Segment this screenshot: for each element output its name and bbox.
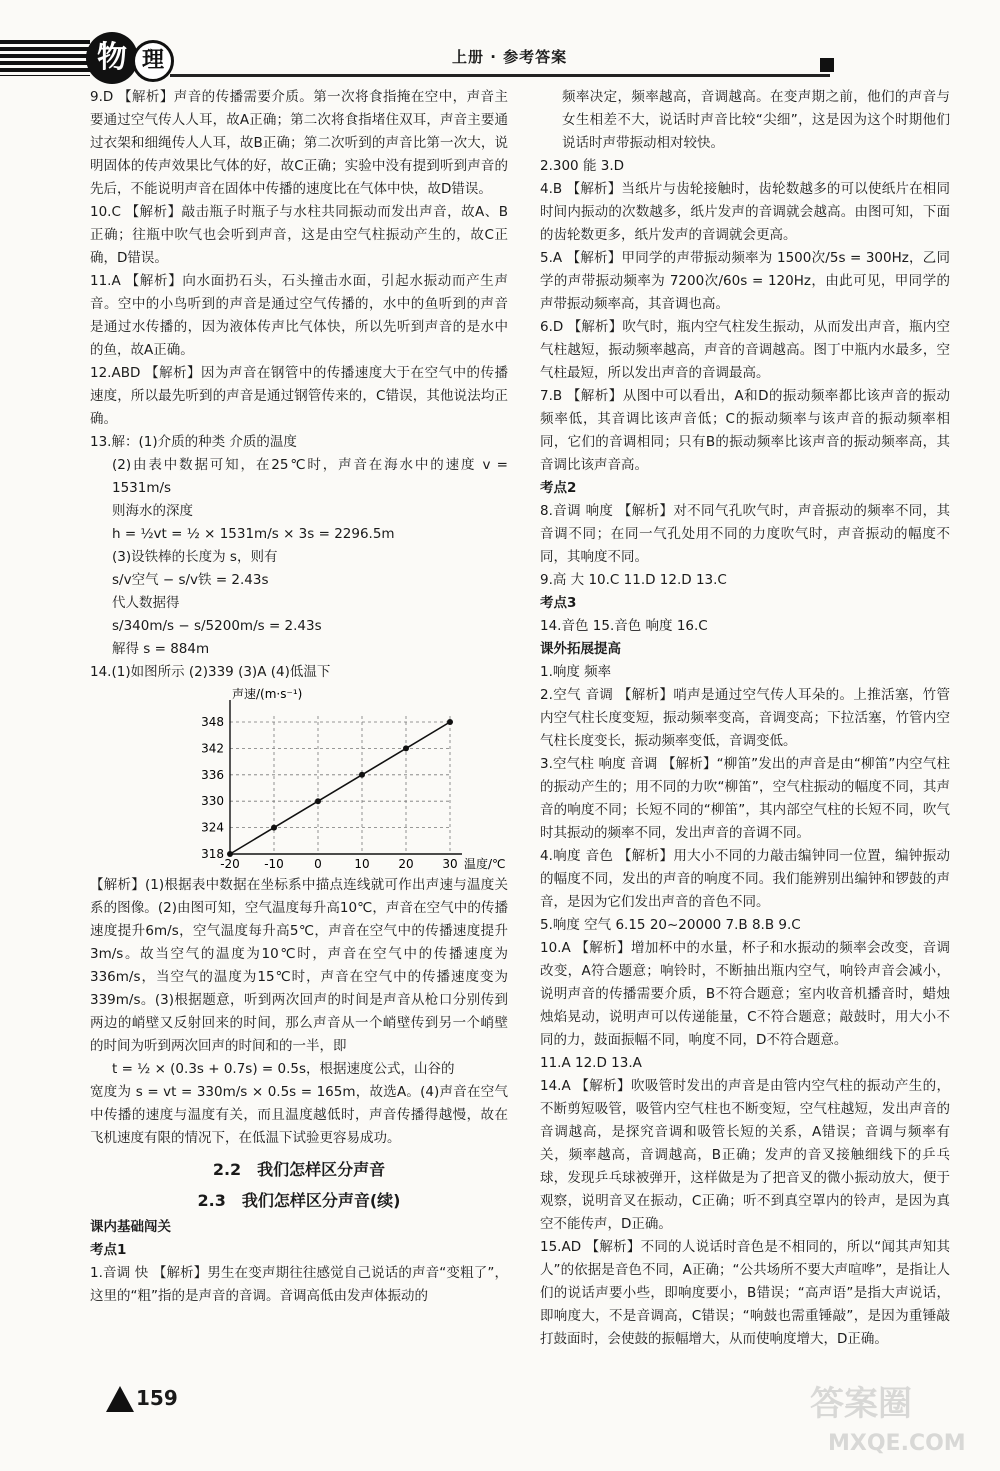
ext-answer-10: 10.A 【解析】增加杯中的水量，杯子和水振动的频率会改变，音调改变，A符合题意；响铃时，不断抽出瓶内空气，响铃声音会减小，说明声音的传播需要介质，B不符合题意；室内收音机播音时，蜡烛烛焰晃动，说明声可以传递能量，C不符合题意；敲鼓时，用大小不同的力，鼓面振幅不同，响度不同，D不符合题意。 xyxy=(540,940,950,1048)
subsection-extension: 课外拓展提高 xyxy=(540,641,621,657)
answer-13-result: 解得 s = 884m xyxy=(112,641,210,657)
x-tick-label: 20 xyxy=(398,857,414,871)
answer-2-3: 2.300 能 3.D xyxy=(540,158,625,174)
y-tick-label: 318 xyxy=(201,847,224,861)
answer-9: 9.D 【解析】声音的传播需要介质。第一次将食指掩在空中，声音主要通过空气传人人耳，故A正确；第二次将食指堵住双耳，声音主要通过衣架和细绳传人人耳，故B正确；第二次听到的声音比第一次大，说明固体的传声效果比气体的好，故C正确；实验中没有提到听到声音的先后，不能说明声音在固体中传播的速度比在气体中快，故D错误。 xyxy=(90,89,508,197)
data-point xyxy=(403,745,409,751)
series-line xyxy=(230,722,450,854)
header-stripes xyxy=(0,40,90,76)
answer-13-substitute: 代人数据得 xyxy=(112,595,180,611)
answer-14-analysis-2: 宽度为 s = vt = 330m/s × 0.5s = 165m，故选A。(4)声音在空气中传播的速度与温度有关，而且温度越低时，声音传播得越慢，故在飞机速度有限的情况下，在低温下试验更容易成功。 xyxy=(90,1084,508,1146)
x-axis-label: 温度/℃ xyxy=(464,857,506,871)
x-tick-label: -10 xyxy=(264,857,284,871)
watermark-text-url: MXQE.COM xyxy=(828,1431,966,1456)
ext-answer-4: 4.响度 音色 【解析】用大小不同的力敲击编钟同一位置，编钟振动的幅度不同，发出的声音的响度不同。我们能辨别出编钟和锣鼓的声音，是因为它们发出声音的音色不同。 xyxy=(540,848,950,910)
data-point xyxy=(359,772,365,778)
x-tick-label: -20 xyxy=(220,857,240,871)
x-tick-label: 10 xyxy=(354,857,370,871)
x-tick-label: 30 xyxy=(442,857,458,871)
ext-answer-1: 1.响度 频率 xyxy=(540,664,612,680)
y-tick-label: 342 xyxy=(201,741,224,756)
subsection-point-3: 考点3 xyxy=(540,595,577,611)
ext-answer-14: 14.A 【解析】吹吸管时发出的声音是由管内空气柱的振动产生的，不断剪短吸管，吸管内空气柱也不断变短，空气柱越短，发出声音的音调越高，是探究音调和吸管长短的关系，A错误；音调与频率有关，频率越高，音调越高，B正确；发声的音叉接触细线下的乒乓球，发现乒乓球被弹开，这样做是为了把音叉的微小振动放大，便于观察，说明音叉在振动，C正确；听不到真空罩内的铃声，是因为真空不能传声，D正确。 xyxy=(540,1078,950,1232)
subject-logo-secondary: 理 xyxy=(132,40,174,82)
x-tick-label: 0 xyxy=(314,857,322,871)
answer-7: 7.B 【解析】从图中可以看出，A和D的振动频率都比该声音的振动频率低，其音调比该声音低；C的振动频率与该声音的振动频率相同，它们的音调相同；只有B的振动频率比该声音的振动频率高，其音调比该声音高。 xyxy=(540,388,950,473)
answer-14-16: 14.音色 15.音色 响度 16.C xyxy=(540,618,708,634)
data-point xyxy=(315,798,321,804)
answer-13-depth: 则海水的深度 xyxy=(112,503,193,519)
section-2-3-title: 2.3 我们怎样区分声音(续) xyxy=(197,1191,401,1210)
answer-14: 14.(1)如图所示 (2)339 (3)A (4)低温下 xyxy=(90,664,331,680)
formula-s1: s/v空气 − s/v铁 = 2.43s xyxy=(112,572,269,588)
formula-s2: s/340m/s − s/5200m/s = 2.43s xyxy=(112,618,322,634)
answer-13: 13.解：(1)介质的种类 介质的温度 xyxy=(90,434,297,450)
answer-13-part3: (3)设铁棒的长度为 s，则有 xyxy=(112,549,278,565)
page-footer xyxy=(100,1380,220,1430)
answer-5: 5.A 【解析】甲同学的声带振动频率为 1500次/5s = 300Hz，乙同学的声带振动频率为 7200次/60s = 120Hz，由此可见，甲同学的声带振动频率高，其音调也高。 xyxy=(540,250,950,312)
subsection-point-2: 考点2 xyxy=(540,480,577,496)
formula-t: t = ½ × (0.3s + 0.7s) = 0.5s，根据速度公式，山谷的 xyxy=(112,1061,455,1077)
watermark xyxy=(800,1370,980,1460)
ext-answer-15: 15.AD 【解析】不同的人说话时音色是不相同的，所以“闻其声知其人”的依据是音色不同，A正确；“公共场所不要大声喧哗”，是指让人们的说话声要小些，即响度要小，B错误；“高声语”是指大声说话，即响度大，不是音调高，C错误；“响鼓也需重锤敲”，是因为重锤敲打鼓面时，会使鼓的振幅增大，从而使响度增大，D正确。 xyxy=(540,1239,950,1347)
answer-14-analysis: 【解析】(1)根据表中数据在坐标系中描点连线就可作出声速与温度关系的图像。(2)由图可知，空气温度每升高10℃，声音在空气中的传播速度提升6m/s，空气温度每升高5℃，声音在空气中的传播速度提升3m/s。故当空气的温度为10℃时，声音在空气中的传播速度为336m/s，当空气的温度为15℃时，声音在空气中的传播速度变为339m/s。(3)根据题意，听到两次回声的时间是声音从枪口分别传到两边的峭壁又反射回来的时间，那么声音从一个峭壁传到另一个峭壁的时间为听到两次回声的时间和的一半，即 xyxy=(90,877,508,1054)
left-column xyxy=(90,86,508,1308)
subsection-point-1: 考点1 xyxy=(90,1242,127,1258)
answer-9-13: 9.高 大 10.C 11.D 12.D 13.C xyxy=(540,572,727,588)
formula-h: h = ½vt = ½ × 1531m/s × 3s = 2296.5m xyxy=(112,526,395,542)
ext-answer-11-13: 11.A 12.D 13.A xyxy=(540,1055,642,1071)
section-2-2-title: 2.2 我们怎样区分声音 xyxy=(212,1160,386,1179)
y-tick-label: 324 xyxy=(201,820,224,835)
ext-answer-2: 2.空气 音调 【解析】哨声是通过空气传人耳朵的。上推活塞，竹管内空气柱长度变短，振动频率变高，音调变高；下拉活塞，竹管内空气柱长度变长，振动频率变低，音调变低。 xyxy=(540,687,950,749)
answer-12: 12.ABD 【解析】因为声音在钢管中的传播速度大于在空气中的传播速度，所以最先听到的声音是通过钢管传来的，C错误，其他说法均正确。 xyxy=(90,365,508,427)
watermark-text-main: 答案圈 xyxy=(810,1384,912,1424)
answer-10: 10.C 【解析】敲击瓶子时瓶子与水柱共同振动而发出声音，故A、B正确；往瓶中吹气也会听到声音，这是由空气柱振动产生的，故C正确，D错误。 xyxy=(90,204,508,266)
page-number: 159 xyxy=(136,1386,178,1410)
header-square-icon xyxy=(820,58,834,72)
subsection-basic: 课内基础闯关 xyxy=(90,1219,171,1235)
data-point xyxy=(271,825,277,831)
data-point xyxy=(447,719,453,725)
header-rule xyxy=(170,74,830,77)
answer-8: 8.音调 响度 【解析】对不同气孔吹气时，声音振动的频率不同，其音调不同；在同一气孔处用不同的力度吹气时，声音振动的幅度不同，其响度不同。 xyxy=(540,503,950,565)
answer-1: 1.音调 快 【解析】男生在变声期往往感觉自己说话的声音“变粗了”，这里的“粗”指的是声音的音调。音调高低由发声体振动的 xyxy=(90,1265,508,1304)
header-title: 上册 · 参考答案 xyxy=(452,48,568,66)
answer-4: 4.B 【解析】当纸片与齿轮接触时，齿轮数越多的可以使纸片在相同时间内振动的次数越多，纸片发声的音调就会越高。由图可知，下面的齿轮数更多，纸片发声的音调就会更高。 xyxy=(540,181,950,243)
answer-1-continued: 频率决定，频率越高，音调越高。在变声期之前，他们的声音与女生相差不大，说话时声音比较“尖细”，这是因为这个时期他们说话时声带振动相对较快。 xyxy=(562,89,950,151)
page-header xyxy=(0,0,1000,90)
speed-temperature-chart xyxy=(90,684,508,874)
answer-13-part2: (2)由表中数据可知，在25℃时，声音在海水中的速度 v = 1531m/s xyxy=(112,457,508,496)
ext-answer-3: 3.空气柱 响度 音调 【解析】“柳笛”发出的声音是由“柳笛”内空气柱的振动产生的；用不同的力吹“柳笛”，空气柱振动的幅度不同，其声音的响度不同；长短不同的“柳笛”，其内部空气柱的长短不同，吹气时其振动的频率不同，发出声音的音调不同。 xyxy=(540,756,950,841)
answer-6: 6.D 【解析】吹气时，瓶内空气柱发生振动，从而发出声音，瓶内空气柱越短，振动频率越高，声音的音调越高。图丁中瓶内水最多，空气柱最短，所以发出声音的音调最高。 xyxy=(540,319,950,381)
subject-logo: 物 xyxy=(86,32,138,84)
answer-11: 11.A 【解析】向水面扔石头，石头撞击水面，引起水振动而产生声音。空中的小鸟听到的声音是通过空气传播的，水中的鱼听到的声音是通过水传播的，因为液体传声比气体快，所以先听到声音的是水中的鱼，故A正确。 xyxy=(90,273,508,358)
right-column xyxy=(540,86,950,1351)
y-tick-label: 330 xyxy=(201,794,224,809)
ext-answer-5-9: 5.响度 空气 6.15 20~20000 7.B 8.B 9.C xyxy=(540,917,801,933)
y-tick-label: 348 xyxy=(201,715,224,729)
data-point xyxy=(227,851,233,857)
chart-svg xyxy=(90,684,508,874)
y-axis-label: 声速/(m·s⁻¹) xyxy=(232,687,303,701)
y-tick-label: 336 xyxy=(201,767,224,782)
sailboat-icon xyxy=(106,1386,134,1412)
